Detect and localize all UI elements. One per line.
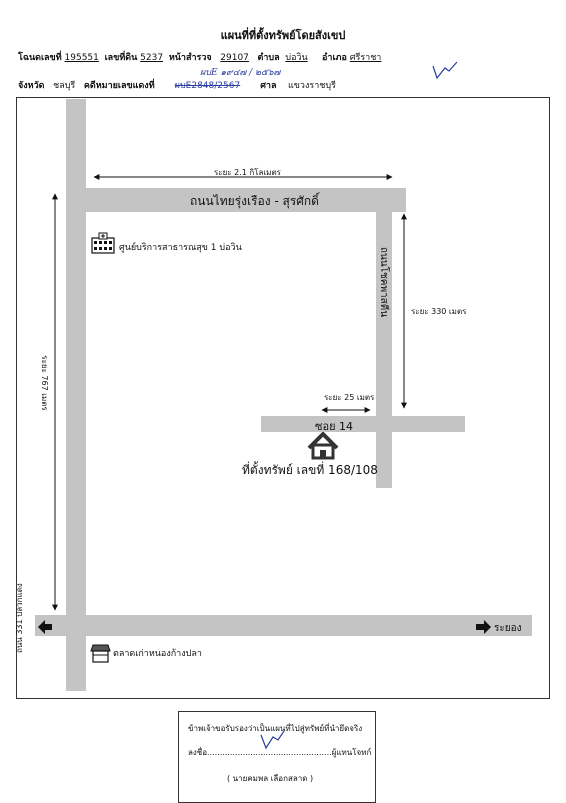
- house-icon: [309, 434, 337, 458]
- case-label: คดีหมายเลขแดงที่: [83, 81, 155, 91]
- court-label: ศาล: [260, 81, 277, 91]
- province-value: ชลบุรี: [53, 81, 76, 91]
- certification-statement: ข้าพเจ้าขอรับรองว่าเป็นแผนที่ไปสู่ทรัพย์ที่นำยึดจริง: [188, 724, 363, 733]
- case-number-handwritten: ผบE ๑๙๔๗ / ๒๕๖๗: [200, 68, 281, 78]
- court-value: แขวงราชบุรี: [287, 81, 336, 91]
- arrow-right-icon: [476, 620, 491, 634]
- arrow-left-icon: [38, 620, 52, 634]
- district-value: ศรีราชา: [349, 53, 382, 63]
- label-side-road: ถนนโชคพาสตีน: [378, 246, 389, 318]
- certification-box: [178, 711, 376, 803]
- survey-label: หน้าสำรวจ: [168, 53, 212, 63]
- label-main-road: ถนนไทยรุ่งเรือง - สุรศักดิ์: [190, 194, 319, 208]
- hospital-building-icon: [92, 233, 114, 253]
- label-market: ตลาดเก่าหนองก้างปลา: [113, 649, 202, 659]
- market-stall-icon: [91, 645, 110, 662]
- signer-name: ( นายคมพล เลือกสลาด ): [227, 774, 314, 783]
- label-to-rayong: ระยอง: [494, 623, 522, 634]
- plot-value: 5237: [140, 53, 164, 63]
- sign-label: ลงชื่อ: [188, 748, 208, 757]
- deed-label: โฉนดเลขที่: [18, 53, 62, 63]
- subdistrict-value: บ่อวิน: [285, 53, 308, 63]
- signer-role: ผู้แทนโจทก์: [331, 748, 372, 757]
- subdistrict-label: ตำบล: [257, 53, 280, 63]
- page-title: แผนที่ที่ตั้งทรัพย์โดยสังเขป: [220, 29, 346, 42]
- label-distance-25m: ระยะ 25 เมตร: [324, 393, 375, 402]
- label-road-331: ถนน 331 ปลวกแดง: [15, 583, 24, 653]
- province-label: จังหวัด: [18, 81, 45, 91]
- label-distance-330m: ระยะ 330 เมตร: [411, 307, 467, 316]
- district-label: อำเภอ: [322, 53, 347, 63]
- label-health-center: ศูนย์บริการสาธารณสุข 1 บ่อวิน: [119, 243, 242, 253]
- label-distance-2-1km: ระยะ 2.1 กิโลเมตร: [214, 168, 281, 177]
- signature-line: ลงชื่อ.................................................ผู้แทนโจทก์: [188, 748, 372, 757]
- label-distance-767m: ระยะ 767 เมตร: [40, 355, 49, 411]
- plot-label: เลขที่ดิน: [104, 53, 138, 63]
- survey-value: 29107: [220, 53, 249, 63]
- case-number-struck: ผบE2848/2567: [174, 81, 241, 91]
- label-property: ที่ตั้งทรัพย์ เลขที่ 168/108: [242, 463, 378, 477]
- deed-value: 195551: [64, 53, 99, 63]
- label-soi: ซอย 14: [315, 420, 354, 433]
